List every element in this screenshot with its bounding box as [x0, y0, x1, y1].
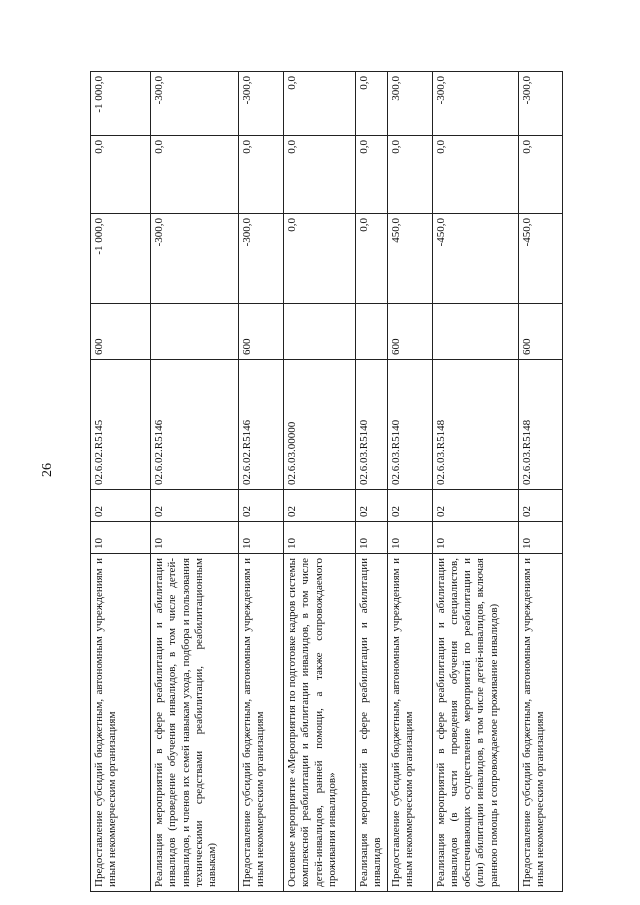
- row-description: Предоставление субсидий бюджетным, автономным учреждениям и иным некоммерческим организациям: [518, 554, 562, 892]
- amount-3: -300,0: [432, 72, 518, 136]
- amount-1: 0,0: [356, 214, 388, 304]
- expense-type-code: [284, 304, 356, 360]
- table-row: [284, 72, 356, 892]
- table-row: [239, 72, 284, 892]
- target-article-code: 02.6.03.R5148: [518, 360, 562, 490]
- subsection-code: 02: [284, 490, 356, 522]
- amount-2: 0,0: [151, 136, 239, 214]
- table-row: [91, 72, 151, 892]
- amount-1: -1 000,0: [91, 214, 151, 304]
- section-code: 10: [387, 522, 432, 554]
- expense-type-code: 600: [91, 304, 151, 360]
- amount-2: 0,0: [432, 136, 518, 214]
- amount-1: -300,0: [239, 214, 284, 304]
- expense-type-code: 600: [518, 304, 562, 360]
- subsection-code: 02: [518, 490, 562, 522]
- table-row: [356, 72, 388, 892]
- expense-type-code: 600: [387, 304, 432, 360]
- table-row: [518, 72, 562, 892]
- amount-3: -300,0: [239, 72, 284, 136]
- table-row: [387, 72, 432, 892]
- subsection-code: 02: [432, 490, 518, 522]
- amount-1: 450,0: [387, 214, 432, 304]
- amount-2: 0,0: [356, 136, 388, 214]
- target-article-code: 02.6.03.R5148: [432, 360, 518, 490]
- section-code: 10: [91, 522, 151, 554]
- table-row: [432, 72, 518, 892]
- amount-1: -450,0: [432, 214, 518, 304]
- section-code: 10: [151, 522, 239, 554]
- amount-3: -300,0: [151, 72, 239, 136]
- expense-type-code: [151, 304, 239, 360]
- row-description: Реализация мероприятий в сфере реабилитации и абилитации инвалидов: [356, 554, 388, 892]
- row-description: Предоставление субсидий бюджетным, автономным учреждениям и иным некоммерческим организациям: [387, 554, 432, 892]
- expense-type-code: [356, 304, 388, 360]
- amount-2: 0,0: [387, 136, 432, 214]
- amount-3: 0,0: [356, 72, 388, 136]
- budget-table: [90, 71, 563, 892]
- section-code: 10: [518, 522, 562, 554]
- target-article-code: 02.6.03.00000: [284, 360, 356, 490]
- expense-type-code: [432, 304, 518, 360]
- row-description: Основное мероприятие «Мероприятия по подготовке кадров системы комплексной реабилитации и абилитации инвалидов, в том числе детей-инвалидов, ранней помощи, а также сопровождаемого проживания инвалидов»: [284, 554, 356, 892]
- target-article-code: 02.6.02.R5146: [151, 360, 239, 490]
- amount-3: -1 000,0: [91, 72, 151, 136]
- subsection-code: 02: [91, 490, 151, 522]
- amount-3: 0,0: [284, 72, 356, 136]
- section-code: 10: [284, 522, 356, 554]
- section-code: 10: [356, 522, 388, 554]
- amount-2: 0,0: [239, 136, 284, 214]
- target-article-code: 02.6.02.R5145: [91, 360, 151, 490]
- amount-2: 0,0: [91, 136, 151, 214]
- subsection-code: 02: [356, 490, 388, 522]
- amount-3: -300,0: [518, 72, 562, 136]
- subsection-code: 02: [151, 490, 239, 522]
- amount-1: 0,0: [284, 214, 356, 304]
- row-description: Реализация мероприятий в сфере реабилитации и абилитации инвалидов (в части проведения обучения специалистов, обеспечивающих осуществление мероприятий по реабилитации и (или) абилитации инвалидов, в том числе детей-инвалидов, включая раннюю помощь и сопровождаемое проживание инвалидов): [432, 554, 518, 892]
- amount-3: 300,0: [387, 72, 432, 136]
- row-description: Реализация мероприятий в сфере реабилитации и абилитации инвалидов (проведение обучения инвалидов, в том числе детей-инвалидов, и членов их семей навыкам ухода, подбора и пользования техническими средствами реабилитации, реабилитационным навыкам): [151, 554, 239, 892]
- table-row: [151, 72, 239, 892]
- subsection-code: 02: [239, 490, 284, 522]
- page-number: 26: [40, 463, 55, 477]
- target-article-code: 02.6.03.R5140: [387, 360, 432, 490]
- amount-2: 0,0: [518, 136, 562, 214]
- row-description: Предоставление субсидий бюджетным, автономным учреждениям и иным некоммерческим организациям: [91, 554, 151, 892]
- amount-1: -450,0: [518, 214, 562, 304]
- expense-type-code: 600: [239, 304, 284, 360]
- rotated-table-container: [90, 72, 550, 892]
- row-description: Предоставление субсидий бюджетным, автономным учреждениям и иным некоммерческим организациям: [239, 554, 284, 892]
- subsection-code: 02: [387, 490, 432, 522]
- amount-2: 0,0: [284, 136, 356, 214]
- target-article-code: 02.6.02.R5146: [239, 360, 284, 490]
- section-code: 10: [432, 522, 518, 554]
- target-article-code: 02.6.03.R5140: [356, 360, 388, 490]
- section-code: 10: [239, 522, 284, 554]
- amount-1: -300,0: [151, 214, 239, 304]
